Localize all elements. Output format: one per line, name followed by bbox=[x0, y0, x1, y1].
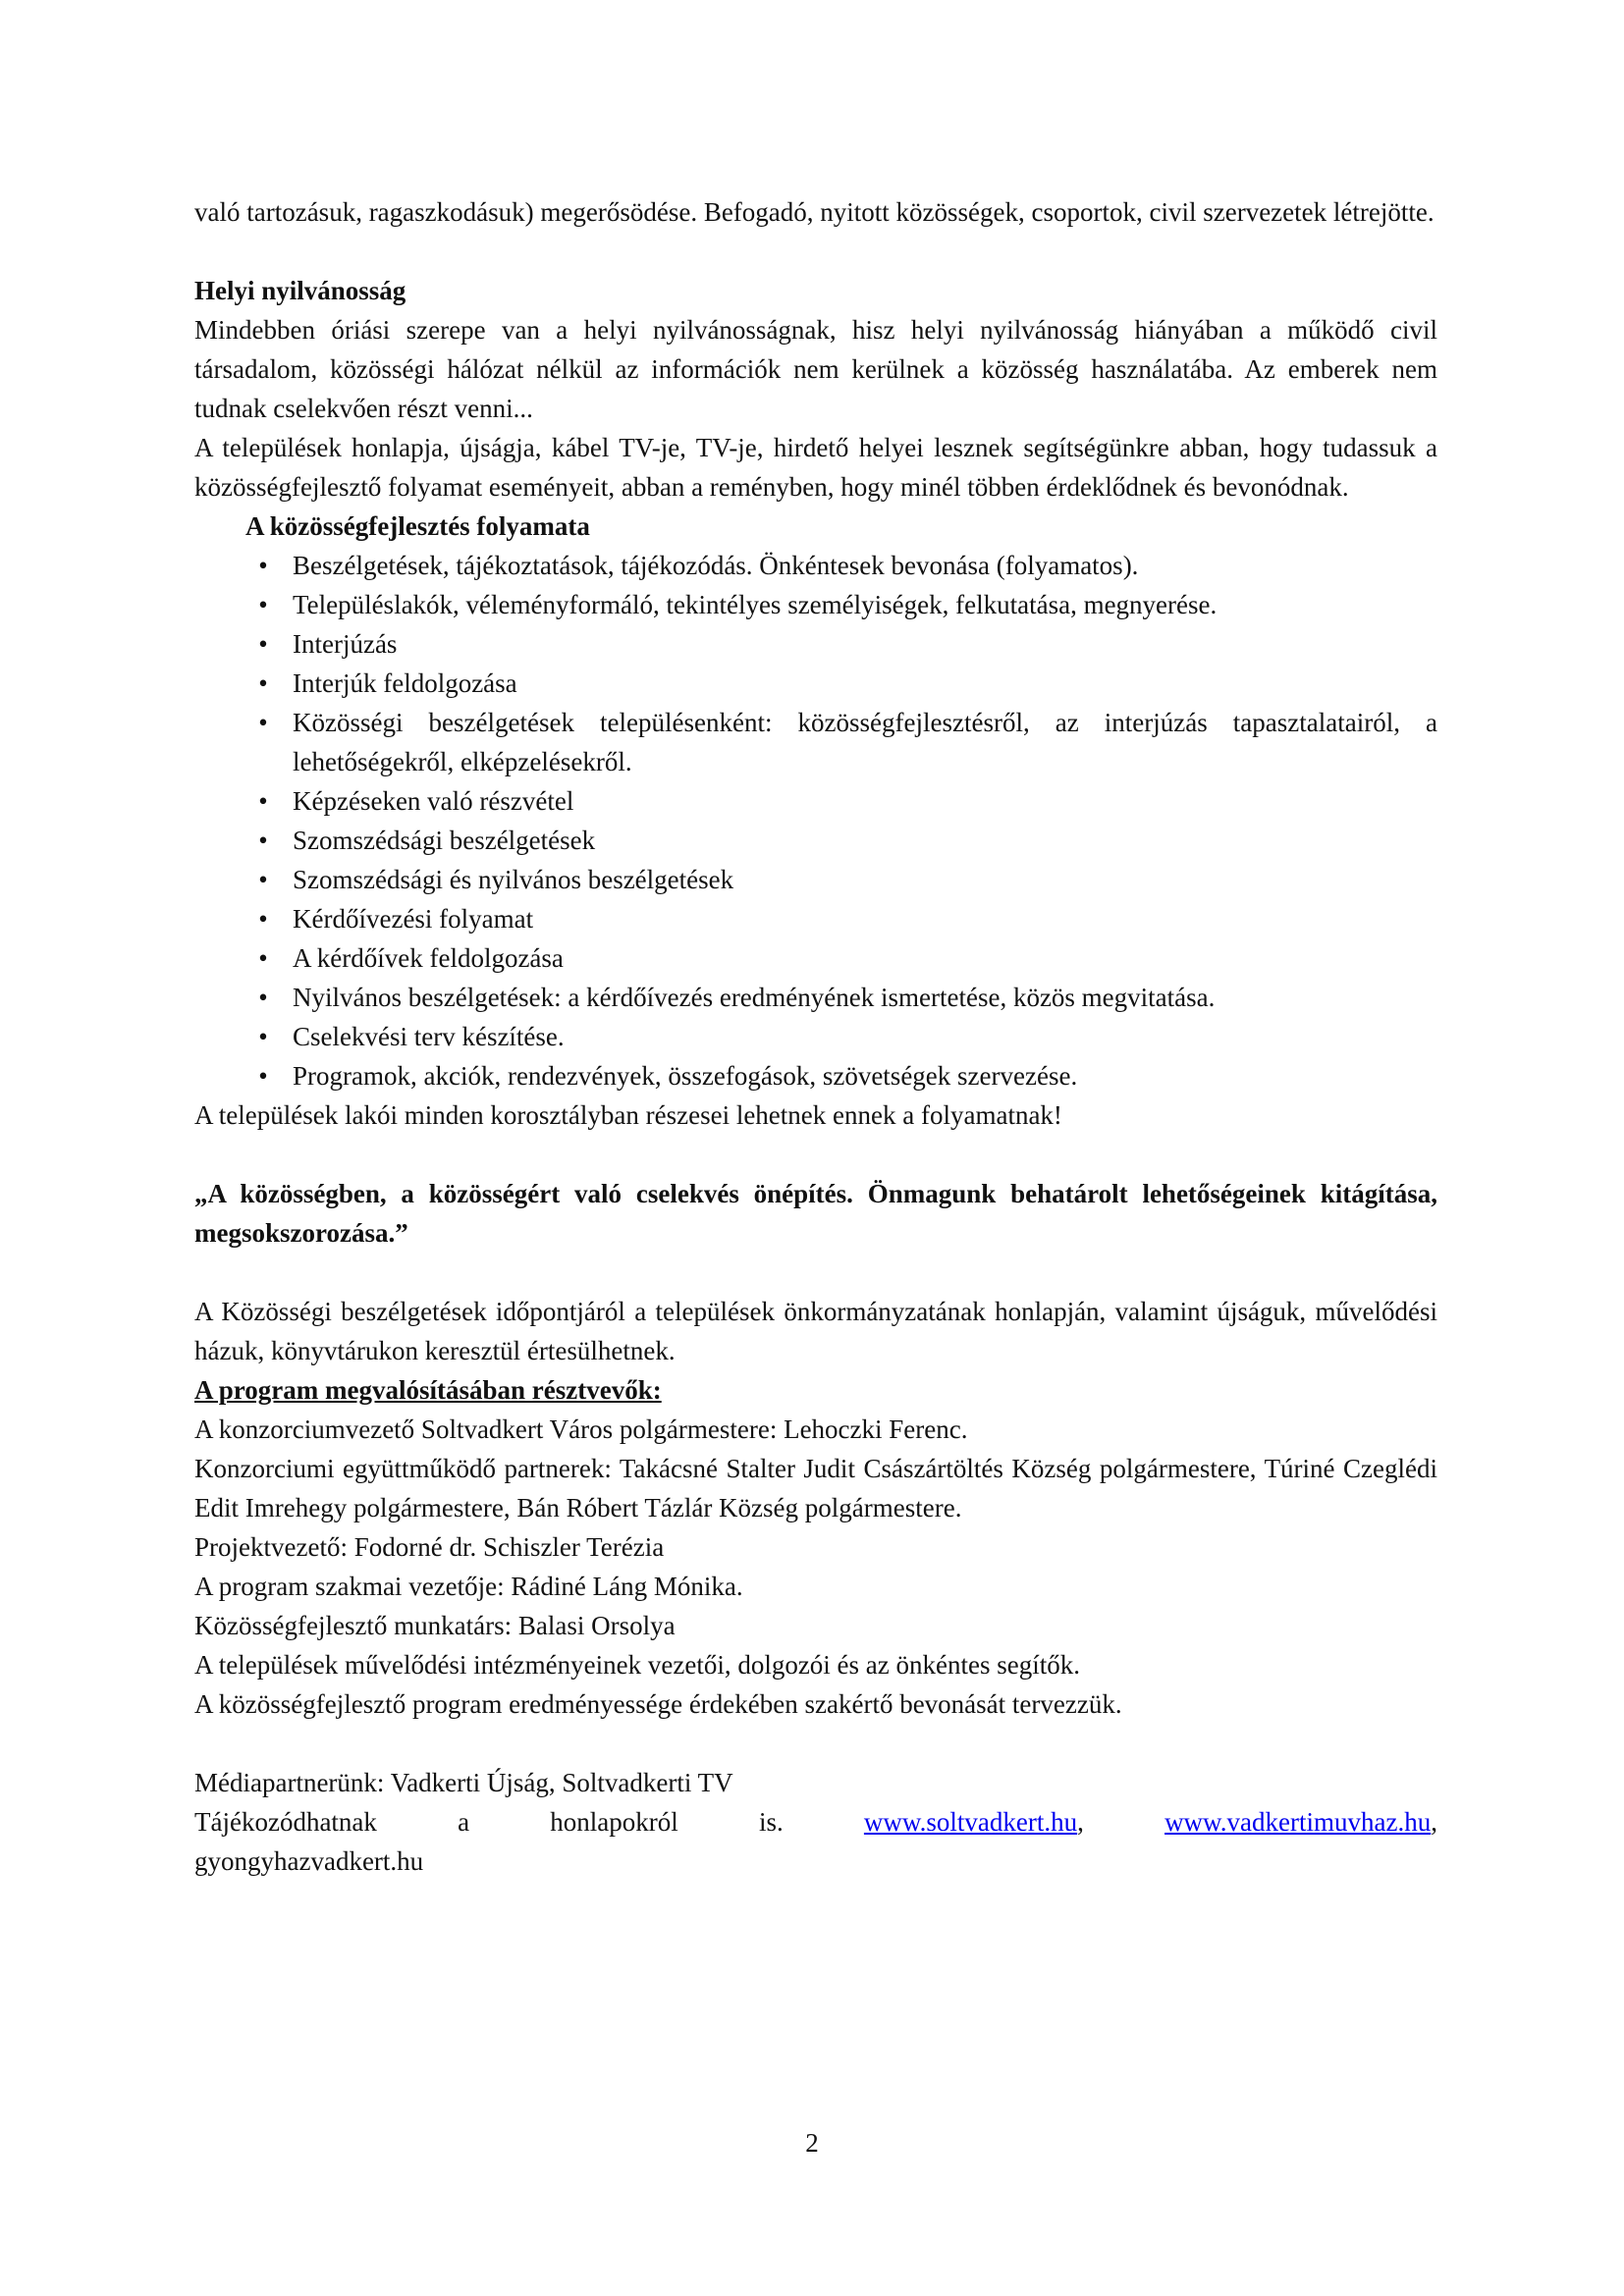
spacer bbox=[194, 1253, 1437, 1292]
process-closing: A települések lakói minden korosztályban részesei lehetnek ennek a folyamatnak! bbox=[194, 1100, 1062, 1130]
info-paragraph: A Közösségi beszélgetések időpontjáról a települések önkormányzatának honlapján, valamint újságuk, művelődési házuk, könyvtárukon keresztül értesülhetnek. bbox=[194, 1297, 1437, 1365]
link-soltvadkert[interactable]: www.soltvadkert.hu bbox=[863, 1807, 1078, 1837]
list-item bbox=[194, 860, 1437, 899]
bullet-icon: • bbox=[258, 1061, 268, 1091]
list-item bbox=[194, 899, 1437, 938]
list-item bbox=[194, 978, 1437, 1017]
participant-line: A program szakmai vezetője: Rádiné Láng Mónika. bbox=[194, 1572, 743, 1601]
list-item bbox=[194, 664, 1437, 703]
process-list bbox=[194, 546, 1437, 1095]
list-item-text: Képzéseken való részvétel bbox=[293, 786, 574, 816]
participant-line: Konzorciumi együttműködő partnerek: Takácsné Stalter Judit Császártöltés Község polgármestere, Túriné Czeglédi Edit Imrehegy polgármestere, Bán Róbert Tázlár Község polgármestere. bbox=[194, 1454, 1437, 1522]
list-item-text: Szomszédsági beszélgetések bbox=[293, 826, 596, 855]
intro-paragraph: való tartozásuk, ragaszkodásuk) megerősödése. Befogadó, nyitott közösségek, csoportok, civil szervezetek létrejötte. bbox=[194, 197, 1435, 227]
link-vadkertimuvhaz-wrap: www.vadkertimuvhaz.hu, bbox=[1164, 1807, 1437, 1837]
list-item bbox=[194, 546, 1437, 585]
list-item bbox=[194, 703, 1437, 781]
document-page bbox=[194, 192, 1437, 1881]
list-item-text: Programok, akciók, rendezvények, összefogások, szövetségek szervezése. bbox=[293, 1061, 1078, 1091]
participant-line: A közösségfejlesztő program eredményessége érdekében szakértő bevonását tervezzük. bbox=[194, 1689, 1122, 1719]
websites-word: a bbox=[458, 1807, 470, 1837]
bullet-icon: • bbox=[258, 629, 268, 659]
participant-line: A települések művelődési intézményeinek vezetői, dolgozói és az önkéntes segítők. bbox=[194, 1650, 1080, 1680]
link-soltvadkert-wrap: www.soltvadkert.hu, bbox=[863, 1807, 1084, 1837]
list-item-text: Cselekvési terv készítése. bbox=[293, 1022, 565, 1051]
spacer bbox=[194, 1135, 1437, 1174]
quote: „A közösségben, a közösségért való cselekvés önépítés. Önmagunk behatárolt lehetőségeinek kitágítása, megsokszorozása.” bbox=[194, 1179, 1437, 1248]
list-item-text: Interjúk feldolgozása bbox=[293, 668, 517, 698]
list-item bbox=[194, 624, 1437, 664]
list-item bbox=[194, 1056, 1437, 1095]
websites-word: is. bbox=[758, 1807, 784, 1837]
bullet-icon: • bbox=[258, 904, 268, 934]
list-item-text: A kérdőívek feldolgozása bbox=[293, 943, 564, 973]
list-item-text: Kérdőívezési folyamat bbox=[293, 904, 534, 934]
list-item bbox=[194, 585, 1437, 624]
media-partners: Médiapartnerünk: Vadkerti Újság, Soltvadkerti TV bbox=[194, 1768, 733, 1797]
bullet-icon: • bbox=[258, 865, 268, 894]
list-item bbox=[194, 938, 1437, 978]
bullet-icon: • bbox=[258, 826, 268, 855]
websites-word: Tájékozódhatnak bbox=[194, 1807, 377, 1837]
list-item-text: Nyilvános beszélgetések: a kérdőívezés eredményének ismertetése, közös megvitatása. bbox=[293, 983, 1216, 1012]
bullet-icon: • bbox=[258, 786, 268, 816]
websites-word: honlapokról bbox=[550, 1807, 678, 1837]
bullet-icon: • bbox=[258, 551, 268, 580]
bullet-icon: • bbox=[258, 1022, 268, 1051]
participant-line: Közösségfejlesztő munkatárs: Balasi Orsolya bbox=[194, 1611, 676, 1640]
participant-line: Projektvezető: Fodorné dr. Schiszler Terézia bbox=[194, 1532, 665, 1562]
websites-line bbox=[194, 1802, 1437, 1842]
helyi-paragraph-1: Mindebben óriási szerepe van a helyi nyilvánosságnak, hisz helyi nyilvánosság hiányában a működő civil társadalom, közösségi hálózat nélkül az információk nem kerülnek a közösség használatába. Az emberek nem tudnak cselekvően részt venni... bbox=[194, 315, 1437, 423]
list-item bbox=[194, 1017, 1437, 1056]
participant-line: A konzorciumvezető Soltvadkert Város polgármestere: Lehoczki Ferenc. bbox=[194, 1415, 968, 1444]
bullet-icon: • bbox=[258, 668, 268, 698]
bullet-icon: • bbox=[258, 943, 268, 973]
list-item-text: Közösségi beszélgetések településenként: közösségfejlesztésről, az interjúzás tapasztalatairól, a lehetőségekről, elképzelésekről. bbox=[293, 708, 1437, 776]
list-item-text: Szomszédsági és nyilvános beszélgetések bbox=[293, 865, 734, 894]
helyi-paragraph-2: A települések honlapja, újságja, kábel TV-je, TV-je, hirdető helyei lesznek segítségünkre abban, hogy tudassuk a közösségfejlesztő folyamat eseményeit, abban a reményben, hogy minél többen érdeklődnek és bevonódnak. bbox=[194, 433, 1437, 502]
page-number: 2 bbox=[805, 2128, 819, 2158]
list-item-text: Településlakók, véleményformáló, tekintélyes személyiségek, felkutatása, megnyerése. bbox=[293, 590, 1218, 619]
list-item bbox=[194, 821, 1437, 860]
bullet-icon: • bbox=[258, 983, 268, 1012]
link-vadkertimuvhaz[interactable]: www.vadkertimuvhaz.hu bbox=[1164, 1807, 1432, 1837]
list-item-text: Beszélgetések, tájékoztatások, tájékozódás. Önkéntesek bevonása (folyamatos). bbox=[293, 551, 1139, 580]
last-website: gyongyhazvadkert.hu bbox=[194, 1846, 424, 1876]
spacer bbox=[194, 232, 1437, 271]
participants-heading: A program megvalósításában résztvevők: bbox=[194, 1375, 662, 1405]
bullet-icon: • bbox=[258, 590, 268, 619]
spacer bbox=[194, 1724, 1437, 1763]
list-item bbox=[194, 781, 1437, 821]
list-item-text: Interjúzás bbox=[293, 629, 398, 659]
bullet-icon: • bbox=[258, 708, 268, 737]
process-heading: A közösségfejlesztés folyamata bbox=[245, 511, 590, 541]
section-heading-helyi: Helyi nyilvánosság bbox=[194, 276, 406, 305]
